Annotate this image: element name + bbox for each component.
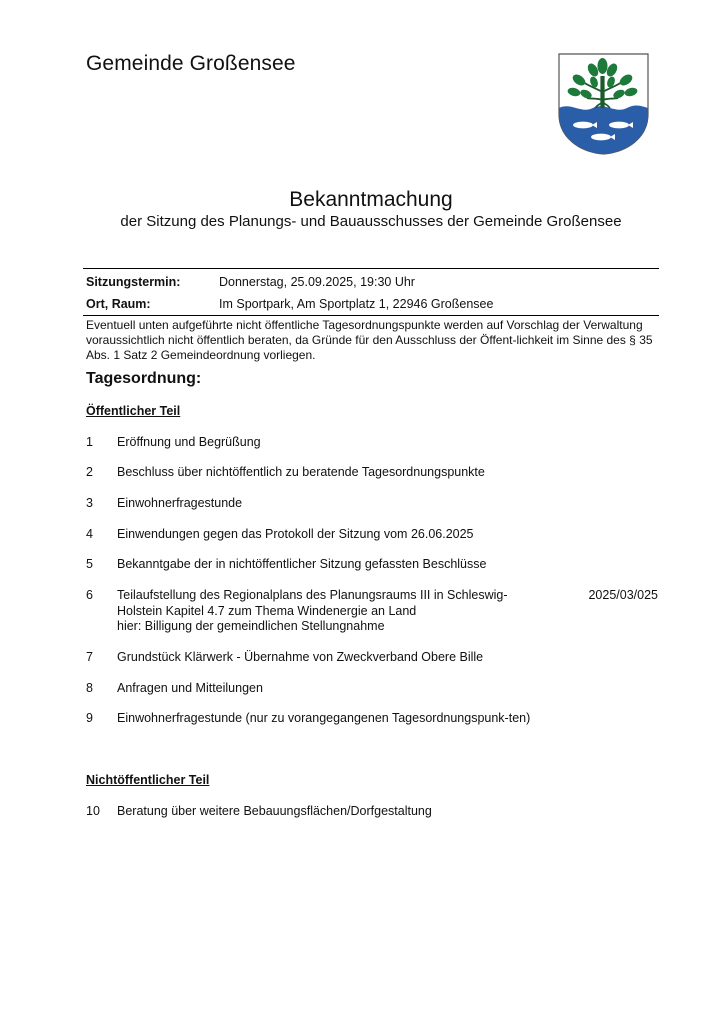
agenda-item-number: 6 — [86, 588, 93, 602]
agenda-item-number: 7 — [86, 650, 93, 664]
document-subtitle: der Sitzung des Planungs- und Bauausschusses der Gemeinde Großensee — [120, 213, 622, 230]
agenda-item-text: Beschluss über nichtöffentlich zu beratende Tagesordnungspunkte — [117, 465, 485, 479]
meeting-date-value: Donnerstag, 25.09.2025, 19:30 Uhr — [219, 275, 415, 289]
agenda-item-number: 3 — [86, 496, 93, 510]
public-section-heading: Öffentlicher Teil — [86, 404, 181, 418]
notice-text: Eventuell unten aufgeführte nicht öffentliche Tagesordnungspunkte werden auf Vorschlag der Verwaltung voraussichtlich nicht öffentlich beraten, da Gründe für den Ausschluss der Öffent-lichkeit im Sinne des § 35 Abs. 1 Satz 2 Gemeindeordnung vorliegen. — [86, 318, 653, 362]
agenda-item-text: Grundstück Klärwerk - Übernahme von Zweckverband Obere Bille — [117, 650, 484, 664]
agenda-item-number: 2 — [86, 465, 93, 479]
agenda-item-number: 1 — [86, 435, 93, 449]
meeting-place-value: Im Sportpark, Am Sportplatz 1, 22946 Großensee — [219, 297, 494, 311]
agenda-item-text: Einwohnerfragestunde — [117, 496, 243, 510]
private-section-heading: Nichtöffentlicher Teil — [86, 773, 210, 787]
municipality-name: Gemeinde Großensee — [86, 52, 296, 75]
meeting-place-label: Ort, Raum: — [86, 297, 151, 311]
agenda-item-number: 8 — [86, 681, 93, 695]
agenda-heading: Tagesordnung: — [86, 370, 202, 387]
divider-bottom — [83, 315, 659, 316]
agenda-item-number: 9 — [86, 711, 93, 725]
agenda-item-text: Teilaufstellung des Regionalplans des Planungsraums III in Schleswig-Holstein Kapitel 4.7 zum Thema Windenergie an Land hier: Billigung der gemeindlichen Stellungnahme — [117, 588, 508, 633]
divider-top — [83, 268, 659, 269]
agenda-item-text: Eröffnung und Begrüßung — [117, 435, 261, 449]
agenda-item-reference: 2025/03/025 — [588, 588, 658, 602]
document-title: Bekanntmachung — [289, 188, 453, 211]
agenda-item-text: Einwohnerfragestunde (nur zu vorangegangenen Tagesordnungspunk-ten) — [117, 711, 531, 725]
coat-of-arms-icon — [557, 52, 650, 156]
agenda-item-number: 10 — [86, 804, 100, 818]
agenda-item-text: Beratung über weitere Bebauungsflächen/Dorfgestaltung — [117, 804, 432, 818]
agenda-item-number: 4 — [86, 527, 93, 541]
agenda-item-text: Einwendungen gegen das Protokoll der Sitzung vom 26.06.2025 — [117, 527, 474, 541]
agenda-item-text: Anfragen und Mitteilungen — [117, 681, 263, 695]
meeting-date-label: Sitzungstermin: — [86, 275, 181, 289]
agenda-item-text: Bekanntgabe der in nichtöffentlicher Sitzung gefassten Beschlüsse — [117, 557, 487, 571]
agenda-item-number: 5 — [86, 557, 93, 571]
